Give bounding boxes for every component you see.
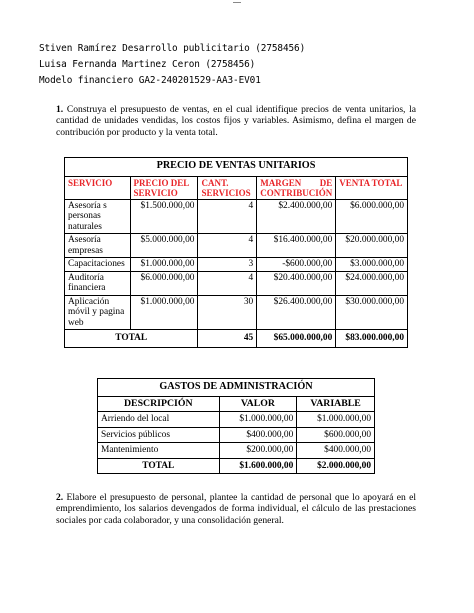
gastos-table-title: GASTOS DE ADMINISTRACIÓN (98, 379, 375, 397)
margen-cell: $26.400.000,00 (257, 295, 336, 330)
table-row (98, 427, 375, 443)
precio-cell: $1.000.000,00 (130, 258, 198, 272)
servicio-cell: Asesoría empresas (65, 234, 131, 258)
precio-cell: $6.000.000,00 (130, 271, 198, 295)
instruction-1-text: Construya el presupuesto de ventas, en el cual identifique precios de venta unitarios, la cantidad de unidades vendidas, los costos fijos y variables. Asimismo, defina el margen de contribución por producto y la venta total. (56, 104, 416, 138)
descripcion-cell: Arriendo del local (98, 412, 220, 428)
venta-cell: $24.000.000,00 (336, 271, 408, 295)
sales-total-label: TOTAL (65, 330, 198, 348)
gastos-header-descripcion: DESCRIPCIÓN (98, 396, 220, 412)
gastos-header-valor: VALOR (219, 396, 297, 412)
descripcion-cell: Mantenimiento (98, 443, 220, 459)
author-line-1: Stiven Ramírez Desarrollo publicitario (2758456) (39, 43, 306, 54)
sales-header-precio: PRECIO DEL SERVICIO (130, 176, 198, 199)
venta-cell: $30.000.000,00 (336, 295, 408, 330)
gastos-total-label: TOTAL (98, 458, 220, 474)
gastos-total-row (98, 458, 375, 474)
venta-cell: $3.000.000,00 (336, 258, 408, 272)
precio-cell: $1.500.000,00 (130, 199, 198, 234)
table-row (65, 258, 408, 272)
instruction-2 (56, 492, 416, 526)
cantidad-cell: 30 (198, 295, 257, 330)
margen-cell: $16.400.000,00 (257, 234, 336, 258)
servicio-cell: Auditoría financiera (65, 271, 131, 295)
instruction-1 (56, 104, 416, 138)
table-row (65, 295, 408, 330)
sales-header-servicio: SERVICIO (65, 176, 131, 199)
table-row (65, 234, 408, 258)
instruction-2-number: 2. (56, 492, 64, 503)
sales-table-title: PRECIO DE VENTAS UNITARIOS (65, 158, 408, 177)
valor-cell: $200.000,00 (219, 443, 297, 459)
sales-table-body (65, 199, 408, 330)
sales-header-venta-total: VENTA TOTAL (336, 176, 408, 199)
table-row (65, 199, 408, 234)
cantidad-cell: 4 (198, 234, 257, 258)
sales-price-table (64, 157, 408, 348)
gastos-header-variable: VARIABLE (297, 396, 375, 412)
cantidad-cell: 4 (198, 271, 257, 295)
valor-cell: $400.000,00 (219, 427, 297, 443)
variable-cell: $1.000.000,00 (297, 412, 375, 428)
sales-total-margen: $65.000.000,00 (257, 330, 336, 348)
gastos-table-body (98, 412, 375, 459)
sales-total-cantidad: 45 (198, 330, 257, 348)
sales-header-margen: MARGEN DE CONTRIBUCIÓN (257, 176, 336, 199)
venta-cell: $20.000.000,00 (336, 234, 408, 258)
admin-expenses-table (97, 378, 375, 474)
servicio-cell: Aplicación móvil y pagina web (65, 295, 131, 330)
authors-block (39, 41, 305, 89)
servicio-cell: Asesoría s personas naturales (65, 199, 131, 234)
cantidad-cell: 3 (198, 258, 257, 272)
table-row (98, 412, 375, 428)
table-row (98, 443, 375, 459)
instruction-1-number: 1. (56, 104, 64, 115)
author-line-2: Luisa Fernanda Martinez Ceron (2758456) (39, 59, 256, 70)
precio-cell: $5.000.000,00 (130, 234, 198, 258)
venta-cell: $6.000.000,00 (336, 199, 408, 234)
page-top-mark (233, 2, 241, 3)
sales-total-venta: $83.000.000,00 (336, 330, 408, 348)
gastos-total-valor: $1.600.000,00 (219, 458, 297, 474)
cantidad-cell: 4 (198, 199, 257, 234)
descripcion-cell: Servicios públicos (98, 427, 220, 443)
variable-cell: $400.000,00 (297, 443, 375, 459)
document-subtitle: Modelo financiero GA2-240201529-AA3-EV01 (39, 75, 261, 86)
precio-cell: $1.000.000,00 (130, 295, 198, 330)
margen-cell: $2.400.000,00 (257, 199, 336, 234)
sales-header-cantidad: CANT. SERVICIOS (198, 176, 257, 199)
variable-cell: $600.000,00 (297, 427, 375, 443)
margen-cell: -$600.000,00 (257, 258, 336, 272)
instruction-2-text: Elabore el presupuesto de personal, plantee la cantidad de personal que lo apoyará en el emprendimiento, los salarios devengados de forma individual, el cálculo de las prestaciones sociales por cada colaborador, y una consolidación general. (56, 492, 416, 526)
table-row (65, 271, 408, 295)
servicio-cell: Capacitaciones (65, 258, 131, 272)
margen-cell: $20.400.000,00 (257, 271, 336, 295)
sales-total-row (65, 330, 408, 348)
gastos-total-variable: $2.000.000,00 (297, 458, 375, 474)
valor-cell: $1.000.000,00 (219, 412, 297, 428)
